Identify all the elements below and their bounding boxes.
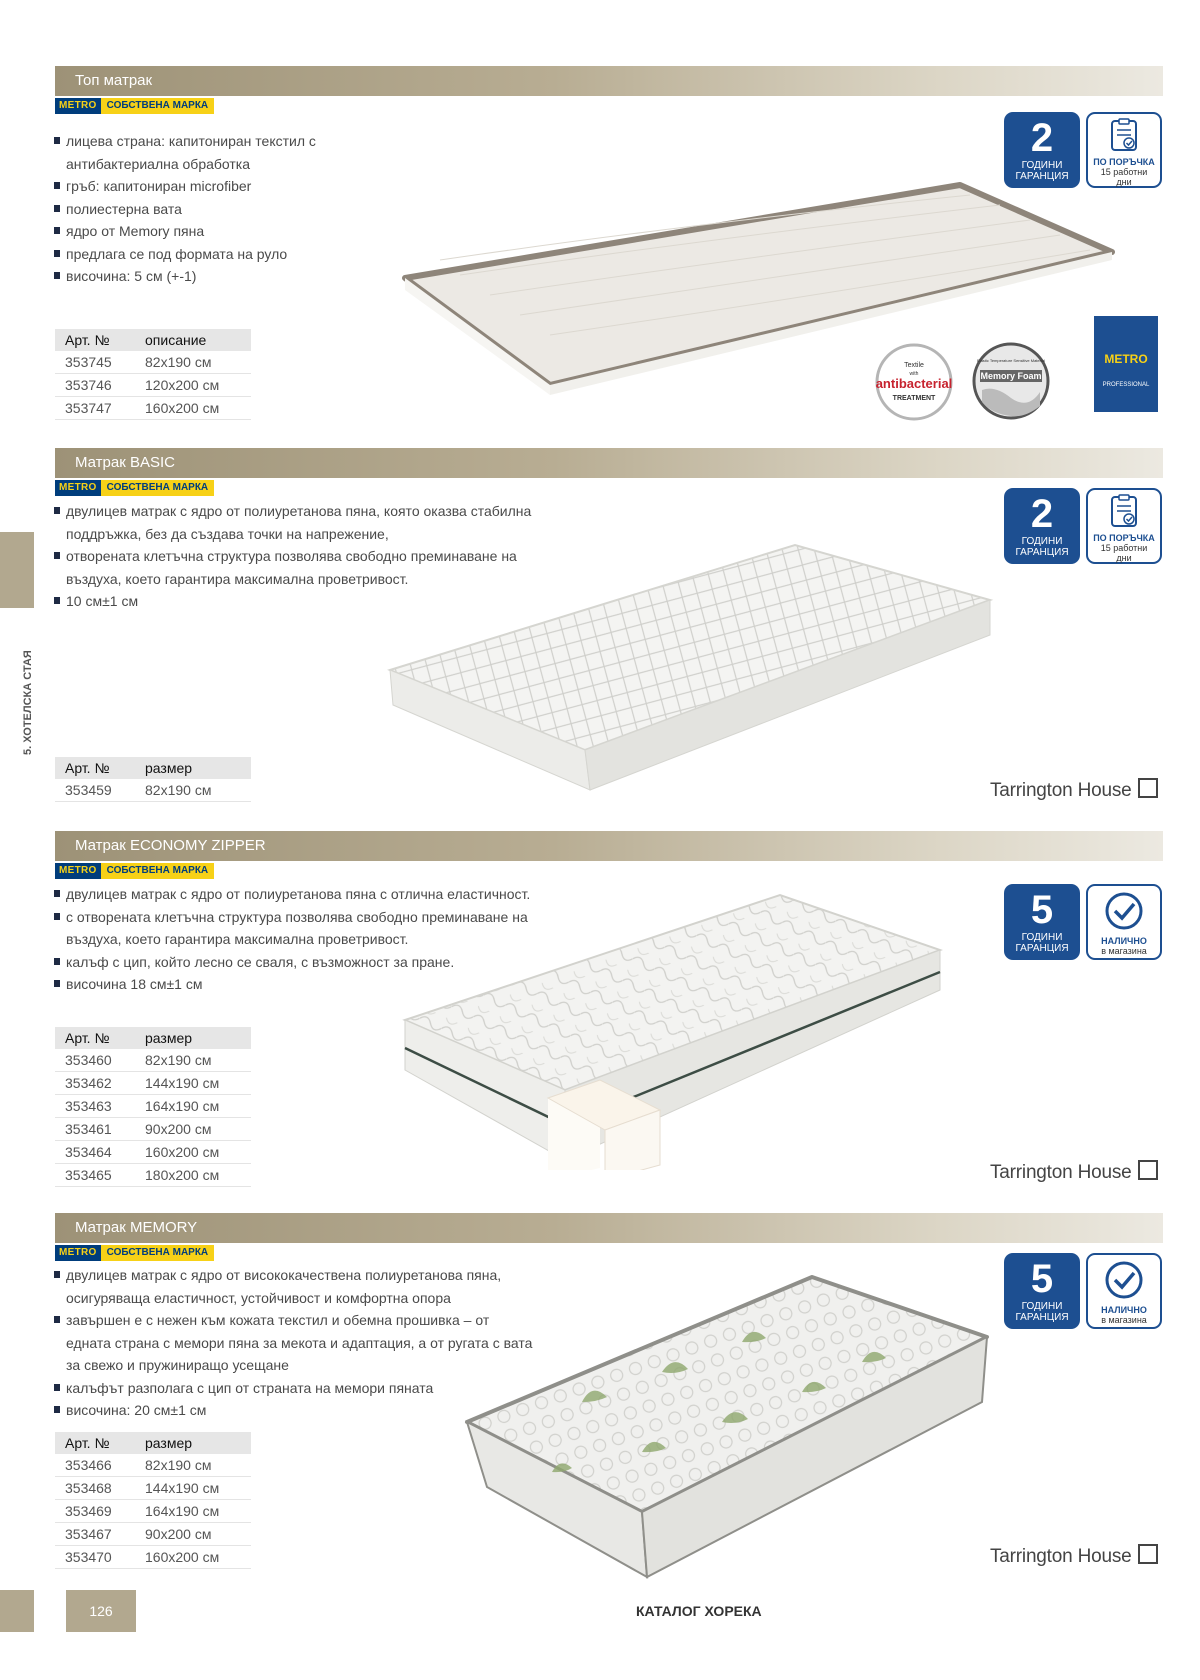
table-row: 353466 82x190 см: [55, 1454, 251, 1477]
tarrington-house-logo: Tarrington House: [990, 1160, 1158, 1184]
feature-item: височина: 20 см±1 см: [54, 1399, 536, 1422]
table-row: 353464 160x200 см: [55, 1141, 251, 1164]
side-tab-label: 5. ХОТЕЛСКА СТАЯ: [22, 650, 34, 755]
house-icon: [1138, 1160, 1158, 1180]
table-row: 353462 144x190 см: [55, 1072, 251, 1095]
warranty-badge: 5 ГОДИНИ ГАРАНЦИЯ: [1004, 1253, 1080, 1329]
tarrington-house-logo: Tarrington House: [990, 778, 1158, 802]
metro-professional-logo: METRO PROFESSIONAL: [1094, 316, 1158, 412]
table-row: 353469 164x190 см: [55, 1500, 251, 1523]
feature-item: височина: 5 см (+-1): [54, 265, 341, 288]
svg-text:TREATMENT: TREATMENT: [892, 395, 936, 402]
svg-text:with: with: [909, 371, 919, 377]
article-table: Арт. № размер 353459 82x190 см: [55, 757, 251, 802]
checkmark-icon: [1104, 1260, 1144, 1300]
section-title-bar: [55, 448, 1163, 478]
table-row: 353460 82x190 см: [55, 1049, 251, 1072]
feature-item: завършен е с нежен към кожата текстил и обемна прошивка – от едната страна с мемори пяна за мекота и адаптация, а от ругата с вата за свежо и пружиниращо усещане: [54, 1309, 536, 1377]
memory-foam-logo: [970, 340, 1052, 422]
feature-list: [54, 130, 341, 288]
page-number: 126: [66, 1590, 136, 1632]
memory-mattress-image: [462, 1272, 992, 1582]
availability-badge: НАЛИЧНО в магазина: [1086, 1253, 1162, 1329]
footer-corner-block: [0, 1590, 34, 1632]
section-title: Матрак BASIC: [75, 454, 175, 471]
feature-item: гръб: капитониран microfiber: [54, 175, 341, 198]
table-row: 353461 90x200 см: [55, 1118, 251, 1141]
feature-item: ядро от Memory пяна: [54, 220, 341, 243]
feature-item: 10 см±1 см: [54, 590, 571, 613]
feature-item: предлага се под формата на руло: [54, 243, 341, 266]
article-table: Арт. № размер 353466 82x190 см 353468 144x190 см 353469 164x190 см 353467 90x200 см 353470 160x200 см: [55, 1432, 251, 1569]
svg-text:antibacterial: antibacterial: [875, 376, 953, 391]
feature-item: с отворената клетъчна структура позволява свободно преминаване на въздуха, което гарантира максимална проветривост.: [54, 906, 561, 951]
warranty-badge: 2 ГОДИНИ ГАРАНЦИЯ: [1004, 488, 1080, 564]
table-row: 353747 160x200 см: [55, 397, 251, 420]
section-title: Матрак ECONOMY ZIPPER: [75, 837, 266, 854]
feature-item: двулицев матрак с ядро от полиуретанова пяна, която оказва стабилна поддръжка, без да създава точки на напрежение,: [54, 500, 571, 545]
table-row: 353746 120x200 см: [55, 374, 251, 397]
catalog-title: КАТАЛОГ ХОРЕКА: [636, 1603, 762, 1619]
warranty-badge: 5 ГОДИНИ ГАРАНЦИЯ: [1004, 884, 1080, 960]
availability-badge: ПО ПОРЪЧКА 15 работни дни: [1086, 488, 1162, 564]
table-row: 353468 144x190 см: [55, 1477, 251, 1500]
svg-text:Elastic Temperature Sensitive: Elastic Temperature Sensitive Material: [977, 358, 1045, 363]
antibacterial-logo: [872, 340, 957, 425]
section-title-bar: [55, 831, 1163, 861]
clipboard-icon: [1109, 118, 1139, 152]
metro-own-brand-label: METRO СОБСТВЕНА МАРКА: [55, 863, 214, 879]
feature-item: калъф с цип, който лесно се сваля, с възможност за пране.: [54, 951, 561, 974]
table-header: описание: [135, 329, 251, 351]
checkmark-icon: [1104, 891, 1144, 931]
svg-text:Textile: Textile: [904, 362, 924, 369]
availability-badge: ПО ПОРЪЧКА 15 работни дни: [1086, 112, 1162, 188]
metro-own-brand-label: [55, 98, 214, 114]
article-table: Арт. № размер 353460 82x190 см 353462 144x190 см 353463 164x190 см 353461 90x200 см 353464 160x200 см 353465 180x200 см: [55, 1027, 251, 1187]
feature-item: височина 18 см±1 см: [54, 973, 561, 996]
own-brand-label: СОБСТВЕНА МАРКА: [101, 98, 215, 114]
feature-item: лицева страна: капитониран текстил с антибактериална обработка: [54, 130, 341, 175]
metro-own-brand-label: METRO СОБСТВЕНА МАРКА: [55, 480, 214, 496]
table-row: 353459 82x190 см: [55, 779, 251, 802]
feature-item: двулицев матрак с ядро от полиуретанова пяна с отлична еластичност.: [54, 883, 561, 906]
table-row: 353745 82x190 см: [55, 351, 251, 374]
section-title-bar: [55, 66, 1163, 96]
side-tab-marker: [0, 532, 34, 608]
feature-item: калъфът разполага с цип от страната на мемори пяната: [54, 1377, 536, 1400]
section-title: Топ матрак: [75, 72, 153, 89]
house-icon: [1138, 1544, 1158, 1564]
table-row: 353470 160x200 см: [55, 1546, 251, 1569]
basic-mattress-image: [385, 540, 1005, 795]
zipper-mattress-image: [400, 890, 945, 1170]
section-title: Матрак MEMORY: [75, 1219, 198, 1236]
table-row: 353467 90x200 см: [55, 1523, 251, 1546]
feature-item: полиестерна вата: [54, 198, 341, 221]
clipboard-icon: [1109, 494, 1139, 528]
metro-label: METRO: [55, 98, 101, 114]
table-row: 353463 164x190 см: [55, 1095, 251, 1118]
feature-item: отворената клетъчна структура позволява свободно преминаване на въздуха, което гарантира максимална проветривост.: [54, 545, 571, 590]
table-row: 353465 180x200 см: [55, 1164, 251, 1187]
article-table: [55, 329, 251, 420]
svg-text:Memory Foam: Memory Foam: [980, 371, 1042, 381]
house-icon: [1138, 778, 1158, 798]
section-title-bar: [55, 1213, 1163, 1243]
availability-badge: НАЛИЧНО в магазина: [1086, 884, 1162, 960]
metro-own-brand-label: METRO СОБСТВЕНА МАРКА: [55, 1245, 214, 1261]
feature-item: двулицев матрак с ядро от висококачествена полиуретанова пяна, осигуряваща еластичност, устойчивост и комфортна опора: [54, 1264, 536, 1309]
tarrington-house-logo: Tarrington House: [990, 1544, 1158, 1568]
table-header: Арт. №: [55, 329, 135, 351]
warranty-badge: 2 ГОДИНИ ГАРАНЦИЯ: [1004, 112, 1080, 188]
